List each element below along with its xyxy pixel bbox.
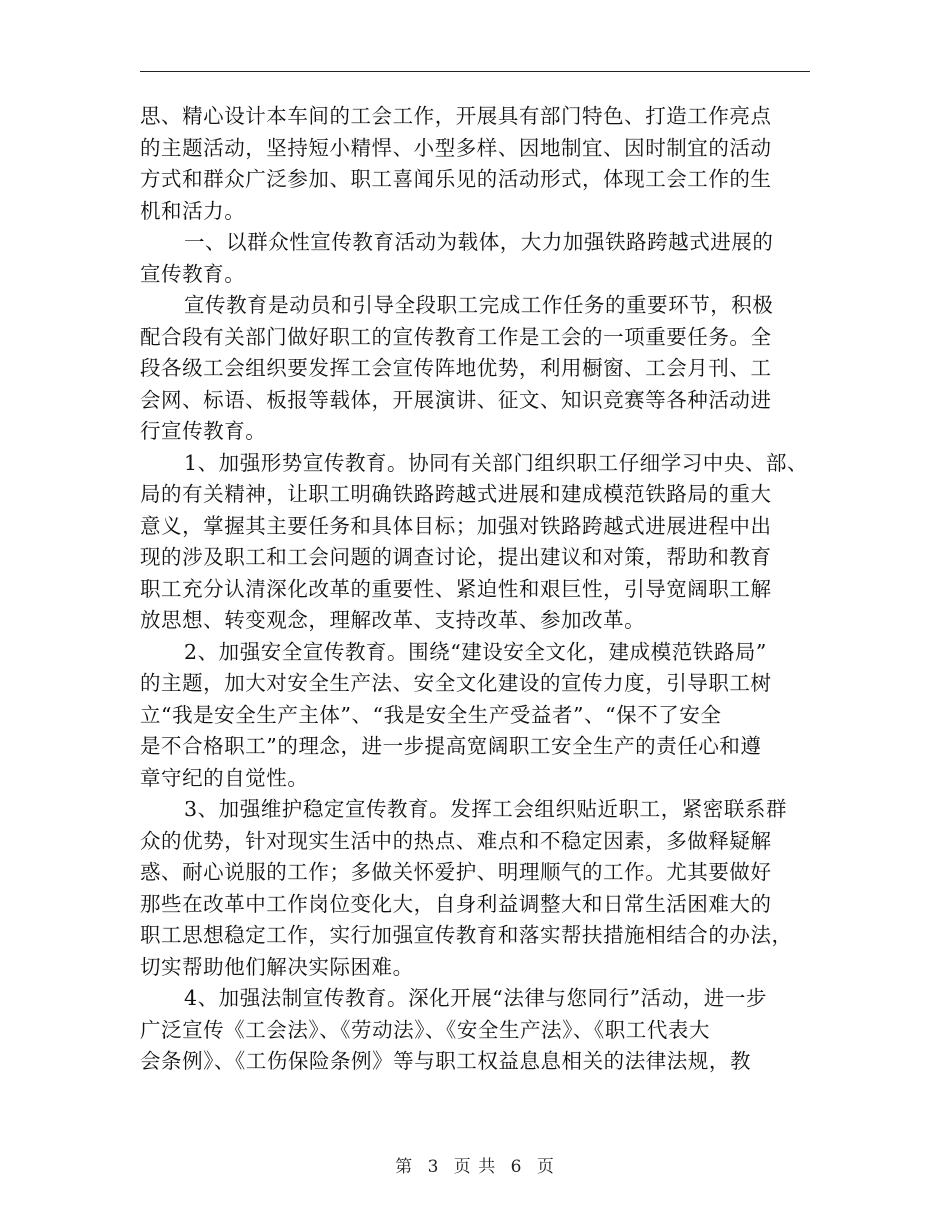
footer-middle: 页 共 [453,1157,497,1177]
header-rule [140,71,810,72]
text-line: 宣传教育是动员和引导全段职工完成工作任务的重要环节，积极 [184,293,774,317]
text-line: 局的有关精神，让职工明确铁路跨越式进展和建成模范铁路局的重大 [140,482,772,506]
text-line: 职工思想稳定工作，实行加强宣传教育和落实帮扶措施相结合的办法， [140,923,793,947]
text-line: 4、加强法制宣传教育。深化开展“法律与您同行”活动，进一步 [184,986,767,1010]
text-line: 的主题，加大对安全生产法、安全文化建设的宣传力度，引导职工树 [140,671,772,695]
text-line: 广泛宣传《工会法》、《劳动法》、《安全生产法》、《职工代表大 [140,1017,710,1042]
footer-suffix: 页 [536,1157,555,1177]
text-line: 职工充分认清深化改革的重要性、紧迫性和艰巨性，引导宽阔职工解 [140,576,772,601]
text-line: 宣传教育。 [140,261,246,286]
text-line: 思、精心设计本车间的工会工作，开展具有部门特色、打造工作亮点 [140,104,772,128]
text-line: 方式和群众广泛参加、职工喜闻乐见的活动形式，体现工会工作的生 [140,167,772,191]
text-line: 机和活力。 [140,198,246,223]
text-line: 的主题活动，坚持短小精悍、小型多样、因地制宜、因时制宜的活动 [140,135,772,160]
text-line: 1、加强形势宣传教育。协同有关部门组织职工仔细学习中央、部、 [184,450,809,475]
text-line: 段各级工会组织要发挥工会宣传阵地优势，利用橱窗、工会月刊、工 [140,356,772,380]
total-pages-number: 6 [510,1157,523,1177]
current-page-number: 3 [427,1157,440,1177]
text-line: 2、加强安全宣传教育。围绕“建设安全文化，建成模范铁路局” [184,639,767,664]
text-line: 一、以群众性宣传教育活动为载体，大力加强铁路跨越式进展的 [184,230,774,254]
text-line: 放思想、转变观念，理解改革、支持改革、参加改革。 [140,608,646,632]
text-line: 意义，掌握其主要任务和具体目标；加强对铁路跨越式进展进程中出 [140,513,772,538]
text-line: 惑、耐心说服的工作；多做关怀爱护、明理顺气的工作。尤其要做好 [140,860,772,884]
text-line: 是不合格职工”的理念，进一步提高宽阔职工安全生产的责任心和遵 [140,734,762,758]
footer-prefix: 第 [395,1157,414,1177]
text-line: 3、加强维护稳定宣传教育。发挥工会组织贴近职工，紧密联系群 [184,797,787,821]
document-body [140,101,830,1078]
page-footer [0,1152,950,1177]
text-line: 现的涉及职工和工会问题的调查讨论，提出建议和对策，帮助和教育 [140,545,772,569]
text-line: 众的优势，针对现实生活中的热点、难点和不稳定因素，多做释疑解 [140,828,772,853]
text-line: 章守纪的自觉性。 [140,765,309,790]
text-line: 那些在改革中工作岗位变化大，自身利益调整大和日常生活困难大的 [140,891,772,916]
text-line: 会网、标语、板报等载体，开展演讲、征文、知识竞赛等各种活动进 [140,387,772,412]
text-line: 配合段有关部门做好职工的宣传教育工作是工会的一项重要任务。全 [140,324,772,349]
text-line: 行宣传教育。 [140,419,267,443]
text-line: 立“我是安全生产主体”、“我是安全生产受益者”、“保不了安全 [140,702,722,727]
text-line: 会条例》、《工伤保险条例》等与职工权益息息相关的法律法规，教 [140,1049,751,1073]
text-line: 切实帮助他们解决实际困难。 [140,954,414,979]
